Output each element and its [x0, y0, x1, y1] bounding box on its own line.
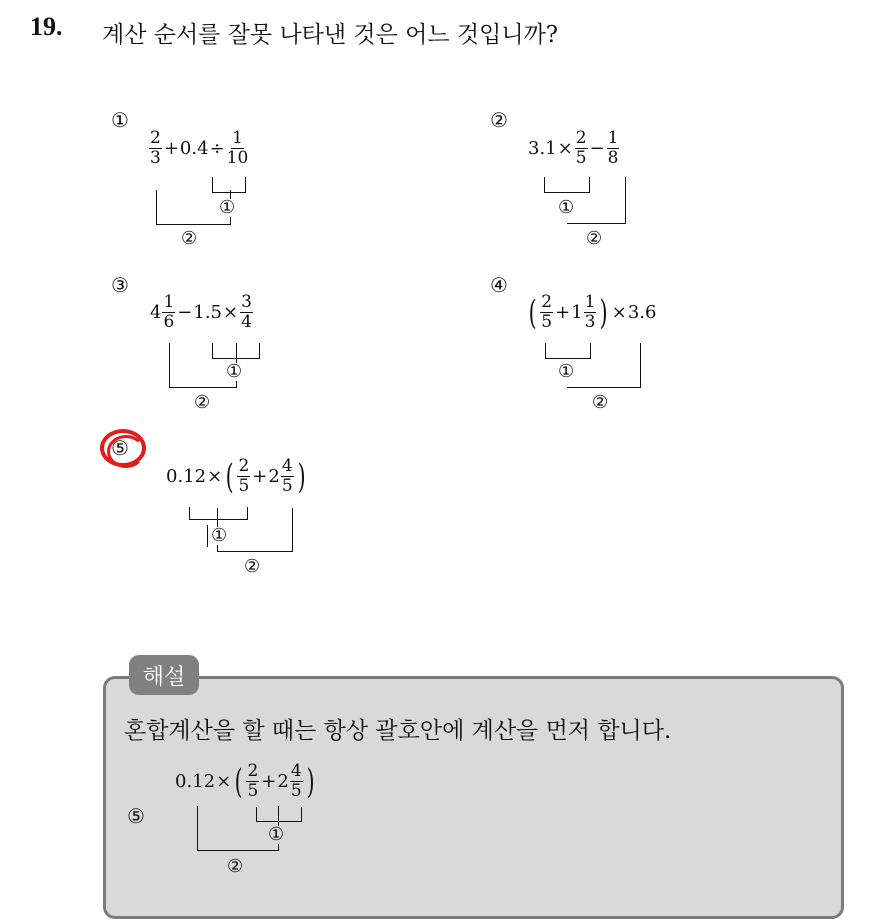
step1-label: ①: [219, 197, 236, 218]
step2-bracket: [567, 177, 626, 224]
choice-1-expression: $\frac{2}{3}$ + 0.4 ÷ $\frac{1}{10}$: [150, 128, 249, 168]
choice-3-label[interactable]: ③: [111, 273, 129, 297]
step-tick: [207, 525, 209, 547]
step2-label: ②: [227, 856, 244, 877]
step2-label: ②: [244, 556, 261, 577]
explanation-expression: 0.12 × ( $\frac{2}{5}$ + 2 $\frac{4}{5}$ ): [175, 761, 315, 802]
choice-2-label[interactable]: ②: [490, 108, 508, 132]
fraction: $\frac{2}{5}$: [238, 456, 250, 496]
fraction: $\frac{1}{8}$: [607, 128, 619, 168]
step2-bracket: [197, 806, 279, 851]
step1-label: ①: [558, 197, 575, 218]
fraction: $\frac{2}{5}$: [575, 128, 587, 168]
fraction: $\frac{1}{10}$: [226, 128, 249, 168]
step1-label: ①: [558, 361, 575, 382]
step1-label: ①: [211, 525, 228, 546]
explanation-text: 혼합계산을 할 때는 항상 괄호안에 계산을 먼저 합니다.: [124, 718, 672, 744]
fraction: $\frac{3}{4}$: [241, 292, 252, 332]
step1-label: ①: [268, 824, 285, 845]
fraction: $\frac{2}{5}$: [247, 761, 259, 801]
step1-label: ①: [226, 361, 243, 382]
choice-3-expression: 4 $\frac{1}{6}$ − 1.5 × $\frac{3}{4}$: [150, 292, 252, 332]
choice-1-label[interactable]: ①: [111, 108, 129, 132]
explanation-tag: 해설: [129, 655, 199, 695]
explanation-choice-label: ⑤: [127, 804, 145, 828]
step2-label: ②: [592, 392, 609, 413]
choice-4-expression: ( $\frac{2}{5}$ + 1 $\frac{1}{3}$ ) × 3.6: [528, 292, 657, 333]
choice-5-label[interactable]: ⑤: [111, 436, 129, 460]
step2-bracket: [567, 343, 641, 388]
fraction: $\frac{2}{5}$: [541, 292, 553, 332]
question-text: 계산 순서를 잘못 나타낸 것은 어느 것입니까?: [102, 22, 559, 48]
fraction: $\frac{4}{5}$: [290, 761, 302, 801]
fraction: $\frac{1}{3}$: [584, 292, 596, 332]
step2-bracket: [217, 508, 293, 552]
choice-5-expression: 0.12 × ( $\frac{2}{5}$ + 2 $\frac{4}{5}$ ): [166, 456, 306, 497]
step2-label: ②: [181, 228, 198, 249]
choice-2-expression: 3.1 × $\frac{2}{5}$ − $\frac{1}{8}$: [528, 128, 619, 168]
fraction: $\frac{1}{6}$: [163, 292, 175, 332]
question-number: 19.: [30, 12, 63, 41]
step2-label: ②: [194, 392, 211, 413]
fraction: $\frac{4}{5}$: [281, 456, 293, 496]
choice-4-label[interactable]: ④: [490, 273, 508, 297]
fraction: $\frac{2}{3}$: [150, 128, 161, 168]
step2-label: ②: [586, 228, 603, 249]
